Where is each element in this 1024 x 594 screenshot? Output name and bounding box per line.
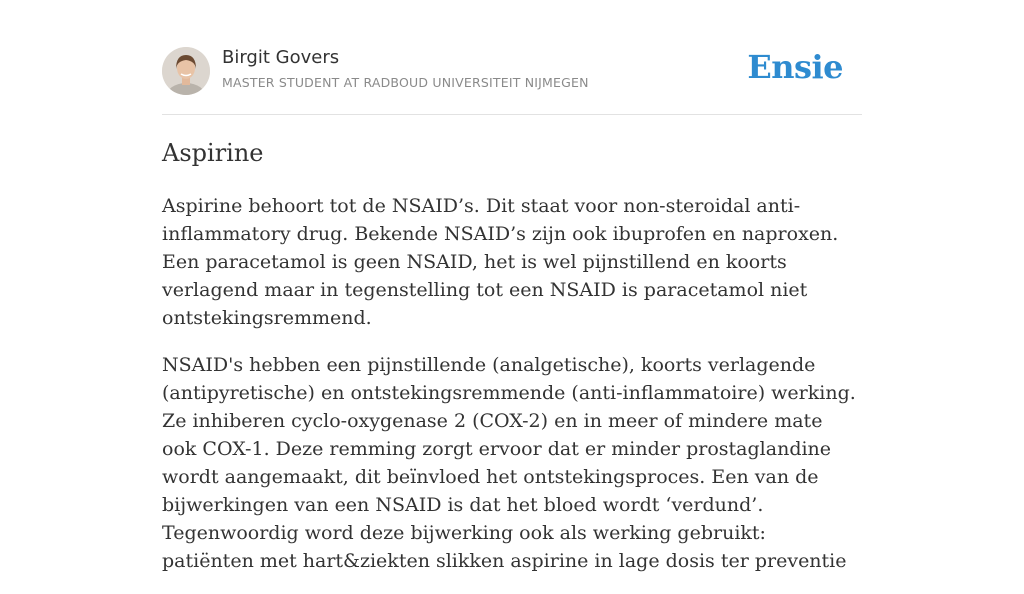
author-avatar[interactable] (162, 47, 210, 95)
ensie-logo-link[interactable]: Ensie (747, 48, 843, 86)
profile-photo-icon (162, 47, 210, 95)
author-role: MASTER STUDENT AT RADBOUD UNIVERSITEIT NIJMEGEN (222, 75, 589, 90)
article-paragraph: NSAID's hebben een pijnstillende (analgetische), koorts verlagende (antipyretische) en ontstekingsremmende (anti-inflammatoire) werking. Ze inhiberen cyclo-oxygenase 2 (COX-2) en in meer of mindere mate ook COX-1. Deze remming zorgt ervoor dat er minder prostaglandine wordt aangemaakt, dit beïnvloed het ontstekingsproces. Een van de bijwerkingen van een NSAID is dat het bloed wordt ‘verdund’. Tegenwoordig word deze bijwerking ook als werking gebruikt: patiënten met hart&ziekten slikken aspirine in lage dosis ter preventie (162, 354, 856, 572)
article-title: Aspirine (162, 139, 264, 167)
article-paragraph: Aspirine behoort tot de NSAID’s. Dit staat voor non-steroidal anti-inflammatory drug. Bekende NSAID’s zijn ook ibuprofen en naproxen. Een paracetamol is geen NSAID, het is wel pijnstillend en koorts verlagend maar in tegenstelling tot een NSAID is paracetamol niet ontstekingsremmend. (162, 195, 839, 329)
author-header (162, 44, 862, 115)
article-content (162, 136, 862, 594)
author-name[interactable]: Birgit Govers (222, 47, 340, 68)
